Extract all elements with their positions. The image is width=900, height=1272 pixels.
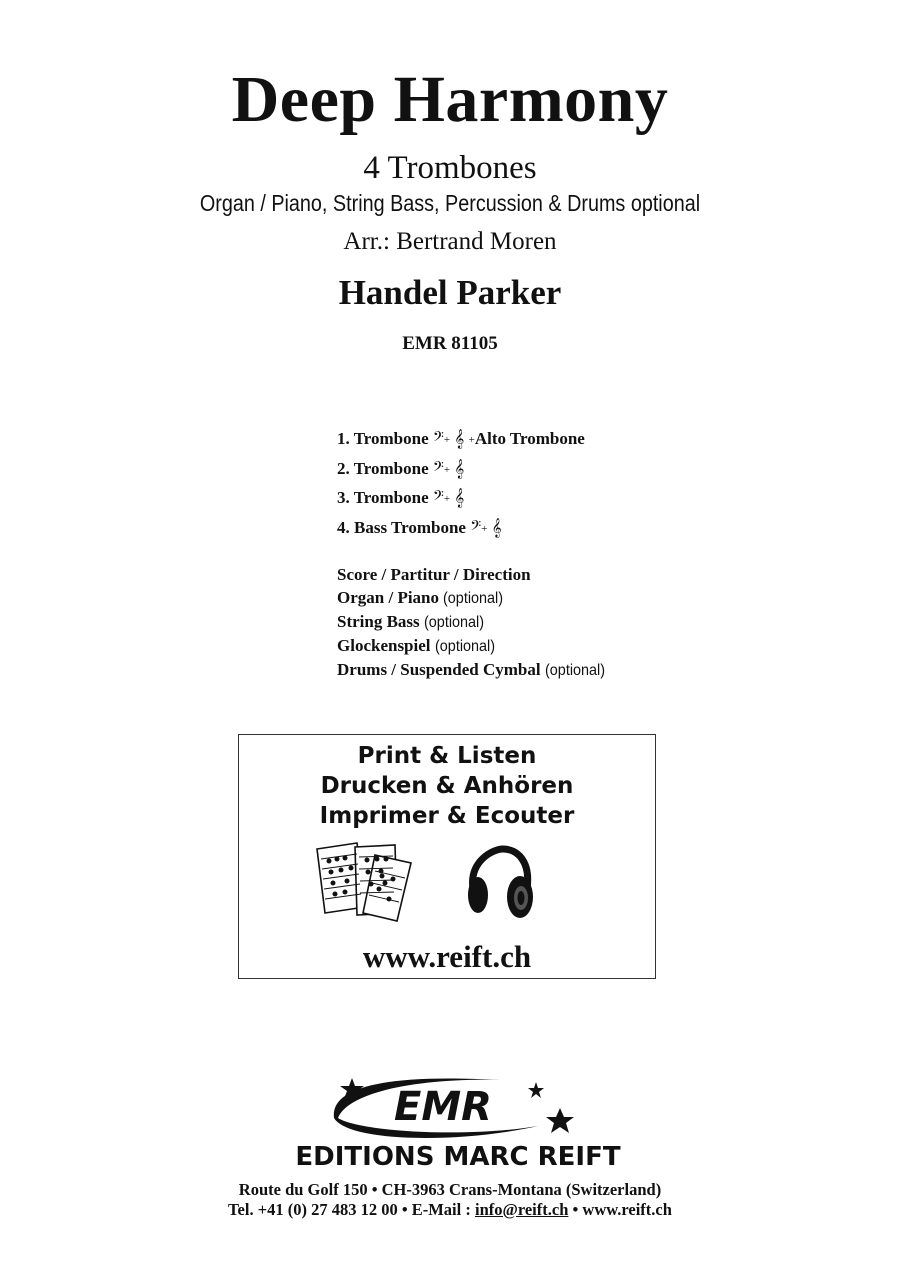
print-listen-line: Print & Listen [357, 743, 537, 769]
extra-note: (optional) [434, 638, 495, 655]
email-link[interactable]: info@reift.ch [474, 1200, 569, 1219]
catalog-number: EMR 81105 [402, 333, 498, 354]
treble-clef-icon: 𝄞 [454, 429, 465, 448]
bass-clef-icon: 𝄢 [470, 517, 482, 537]
treble-clef-icon: 𝄞 [491, 517, 502, 537]
extra-note: (optional) [544, 662, 605, 679]
instrumentation: Organ / Piano, String Bass, Percussion & Drums optional [199, 190, 701, 216]
headphones-icon [465, 845, 535, 921]
part-item [337, 485, 585, 515]
plus-sign: + [481, 522, 488, 535]
plus-sign: + [443, 493, 451, 506]
print-listen-box [238, 734, 656, 979]
sheet-music-icon [311, 841, 423, 923]
website-text: • www.reift.ch [568, 1200, 672, 1219]
print-listen-line: Drucken & Anhören [320, 773, 574, 799]
extras-list [337, 563, 612, 682]
extra-name: Organ / Piano [337, 588, 440, 607]
extra-name: Glockenspiel [337, 636, 431, 655]
extra-note: (optional) [423, 614, 484, 631]
extra-item [337, 658, 612, 682]
part-item [337, 426, 585, 456]
extra-item [337, 634, 612, 658]
bass-clef-icon: 𝄢 [432, 488, 444, 507]
plus-sign: + [443, 463, 451, 476]
arranger: Arr.: Bertrand Moren [343, 228, 557, 255]
extra-note: (optional) [443, 590, 504, 607]
part-label: 3. Trombone [337, 488, 429, 507]
bass-clef-icon: 𝄢 [432, 429, 444, 448]
part-suffix: Alto Trombone [474, 429, 585, 448]
print-listen-line: Imprimer & Ecouter [319, 803, 575, 829]
publisher-contact [0, 1200, 900, 1220]
page-title: Deep Harmony [231, 63, 669, 136]
treble-clef-icon: 𝄞 [454, 458, 465, 478]
telephone: Tel. +41 (0) 27 483 12 00 • E-Mail : [228, 1200, 475, 1219]
part-label: 4. Bass Trombone [337, 517, 466, 537]
part-label: 2. Trombone [337, 458, 429, 478]
website-link[interactable]: www.reift.ch [362, 939, 532, 974]
part-label: 1. Trombone [337, 429, 429, 448]
bass-clef-icon: 𝄢 [432, 458, 444, 478]
composer: Handel Parker [338, 273, 562, 312]
part-item [337, 515, 585, 545]
plus-sign: + [443, 434, 451, 447]
extra-name: String Bass [337, 612, 420, 631]
parts-list [337, 426, 585, 544]
extra-item [337, 610, 612, 634]
emr-logo [238, 1072, 678, 1172]
extra-name: Drums / Suspended Cymbal [337, 660, 541, 679]
plus-sign: + [468, 434, 475, 447]
publisher-address: Route du Golf 150 • CH-3963 Crans-Montana (Switzerland) [238, 1180, 662, 1199]
logo-mark: EMR [394, 1084, 492, 1130]
extra-item [337, 563, 612, 586]
publisher-name: EDITIONS MARC REIFT [295, 1142, 621, 1172]
part-item [337, 456, 585, 486]
subtitle: 4 Trombones [363, 150, 537, 186]
treble-clef-icon: 𝄞 [454, 488, 465, 507]
extra-item [337, 586, 612, 610]
extra-name: Score / Partitur / Direction [337, 565, 531, 584]
